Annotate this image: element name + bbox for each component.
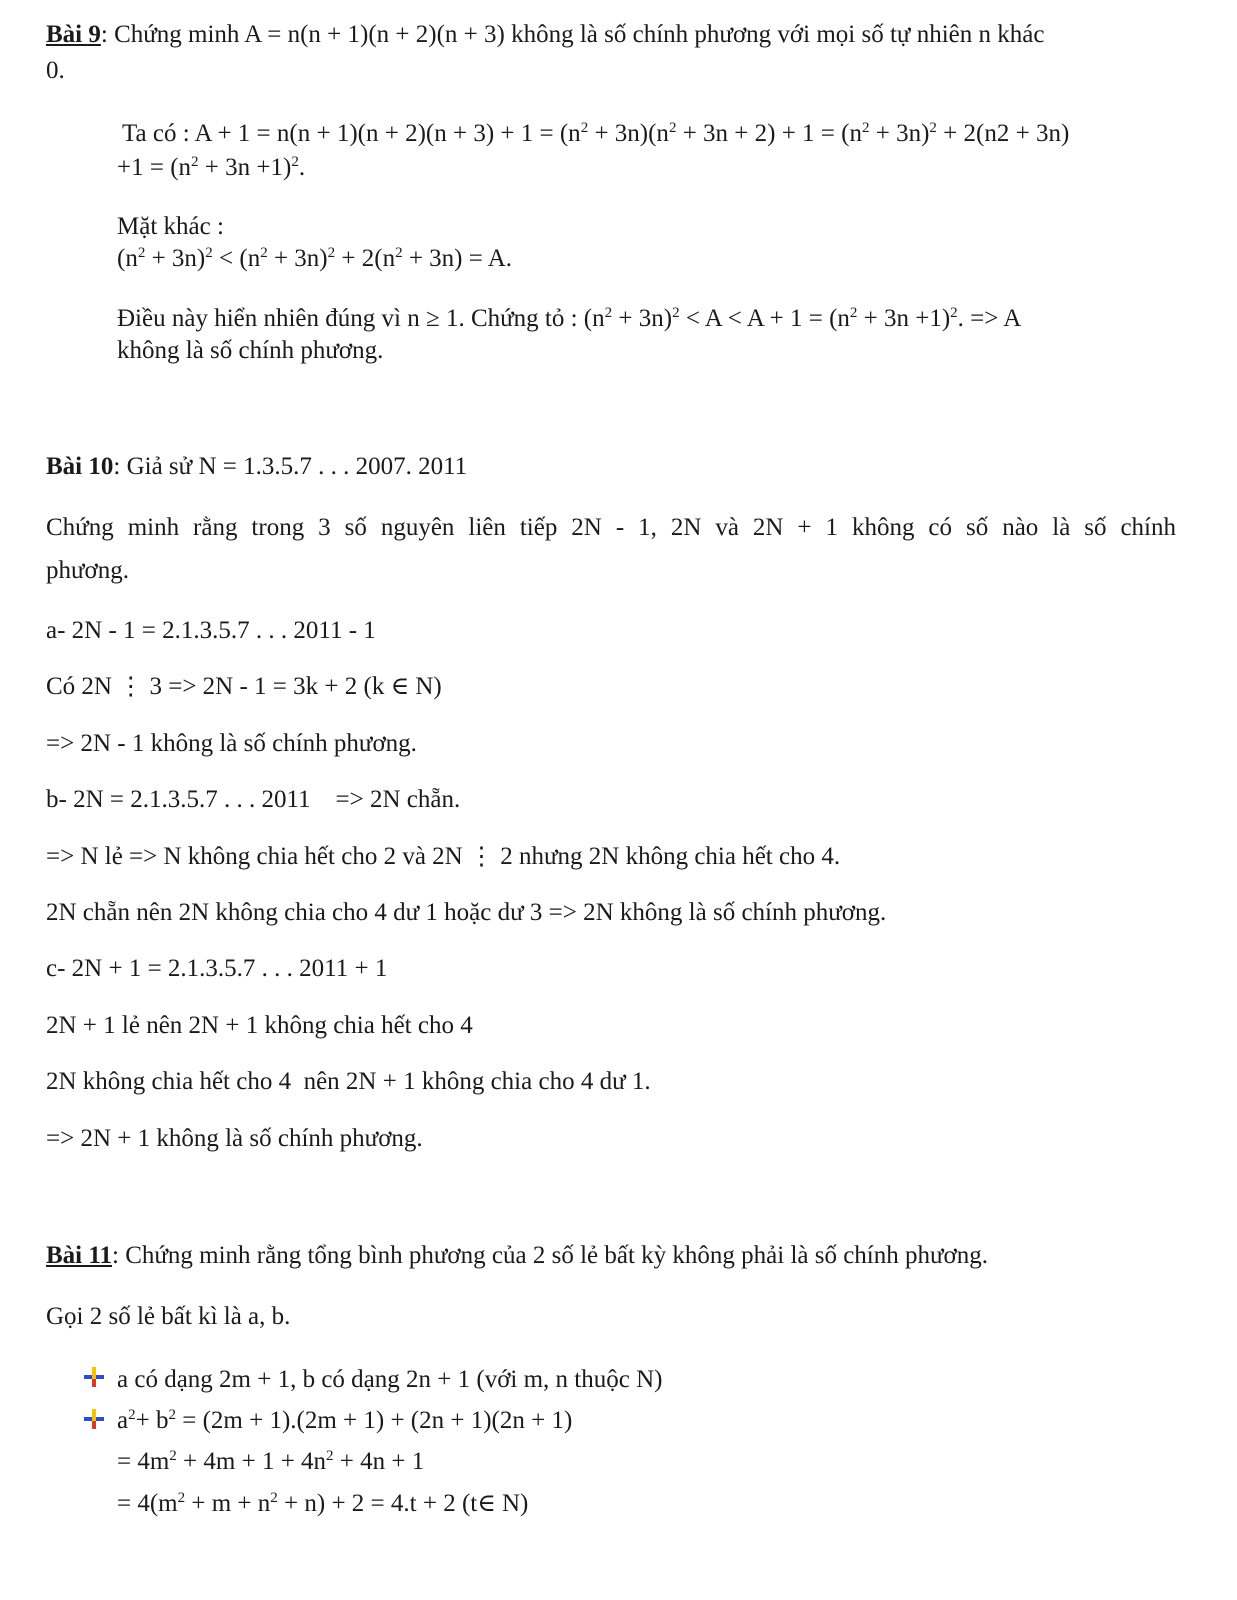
bai10-b-line1 (46, 785, 460, 815)
bai10-c-line3 (46, 1067, 651, 1097)
superscript: 2 (260, 245, 268, 261)
superscript: 2 (291, 154, 299, 170)
text-run: Điều này hiển nhiên đúng vì n ≥ 1. Chứng tỏ : (n (117, 305, 605, 332)
text-run: không là số chính phương. (117, 337, 384, 364)
text-run: +1 = (n (117, 154, 192, 181)
superscript: 2 (668, 120, 677, 136)
text-run: Có 2N ⋮ 3 => 2N - 1 = 3k + 2 (k ∈ N) (46, 673, 442, 700)
text-run: b- 2N = 2.1.3.5.7 . . . 2011 => 2N chẵn. (46, 786, 461, 813)
bai10-prove-line2 (46, 556, 129, 586)
bai9-mat-khac (117, 212, 224, 242)
bai10-c-line2 (46, 1011, 473, 1041)
superscript: 2 (169, 1448, 177, 1464)
text-run: 2N không chia hết cho 4 nên 2N + 1 không chia cho 4 dư 1. (46, 1068, 651, 1095)
text-run: + 3n) (612, 305, 673, 332)
bai9-proof-line1 (122, 119, 1069, 149)
text-run: . (298, 154, 306, 181)
text-run: + m + n (185, 1490, 271, 1517)
text-run: a có dạng 2m + 1, b có dạng 2n + 1 (với m, n thuộc N) (117, 1366, 663, 1393)
bai10-a-line3 (46, 729, 417, 759)
bai10-label: Bài 10 (46, 453, 114, 480)
superscript: 2 (168, 1407, 176, 1423)
text-run: + 3n) (267, 245, 328, 272)
bai10-c-line1 (46, 954, 387, 984)
bai9-label: Bài 9 (46, 21, 101, 48)
text-run: + 3n +1) (857, 305, 951, 332)
superscript: 2 (861, 120, 870, 136)
text-run: 2N + 1 lẻ nên 2N + 1 không chia hết cho 4 (46, 1012, 473, 1039)
superscript: 2 (950, 305, 958, 321)
bai10-c-line4 (46, 1124, 423, 1154)
bai10-prove-line1 (46, 513, 1176, 543)
text-run: Ta có : A + 1 = n(n + 1)(n + 2)(n + 3) + 1 = (n (122, 120, 581, 147)
bai10-b-line2 (46, 842, 840, 872)
text-run: + b (135, 1407, 169, 1434)
superscript: 2 (849, 305, 858, 321)
bai11-intro (46, 1302, 290, 1332)
text-run: Chứng minh rằng trong 3 số nguyên liên tiếp 2N - 1, 2N và 2N + 1 không có số nào là số chính (46, 514, 1176, 541)
text-run: < A < A + 1 = (n (679, 305, 850, 332)
superscript: 2 (395, 245, 403, 261)
superscript: 2 (177, 1490, 186, 1506)
superscript: 2 (580, 120, 589, 136)
text-run: => N lẻ => N không chia hết cho 2 và 2N ⋮ 2 nhưng 2N không chia hết cho 4. (46, 843, 841, 870)
text-run: + 3n) (145, 245, 206, 272)
text-run: Mặt khác : (117, 213, 224, 240)
text-run: = (2m + 1).(2m + 1) + (2n + 1)(2n + 1) (175, 1407, 573, 1434)
text-run: => 2N - 1 không là số chính phương. (46, 730, 417, 757)
bai9-conclusion-line2 (117, 336, 383, 366)
text-run: + 3n + 2) + 1 = (n (676, 120, 862, 147)
superscript: 2 (929, 120, 937, 136)
text-run: + 2(n2 + 3n) (936, 120, 1070, 147)
bai10-a-line1 (46, 616, 376, 646)
text-run: . => A (957, 305, 1022, 332)
text-run: = 4m (117, 1448, 170, 1475)
superscript: 2 (205, 245, 213, 261)
text-run: + 4n + 1 (333, 1448, 425, 1475)
text-run: phương. (46, 557, 130, 584)
text-run: + 3n) = A. (402, 245, 513, 272)
superscript: 2 (672, 305, 680, 321)
bai10-a-line2 (46, 672, 442, 702)
text-run: a- 2N - 1 = 2.1.3.5.7 . . . 2011 - 1 (46, 617, 376, 644)
bai9-proof-line2 (117, 153, 305, 183)
superscript: 2 (604, 305, 613, 321)
bai9-conclusion-line1 (117, 304, 1021, 334)
text-run: c- 2N + 1 = 2.1.3.5.7 . . . 2011 + 1 (46, 955, 388, 982)
bai9-inequality (117, 244, 512, 274)
bai9-statement-line1 (46, 20, 1044, 50)
text-run: => 2N + 1 không là số chính phương. (46, 1125, 423, 1152)
superscript: 2 (128, 1407, 136, 1423)
text-run: + 4m + 1 + 4n (176, 1448, 327, 1475)
bai11-step-2 (117, 1489, 528, 1519)
bullet-icon (83, 1366, 105, 1388)
text-run: : Chứng minh rằng tổng bình phương của 2 số lẻ bất kỳ không phải là số chính phương. (112, 1242, 989, 1269)
superscript: 2 (326, 1448, 334, 1464)
text-run: + 2(n (335, 245, 396, 272)
text-run: + n) + 2 = 4.t + 2 (t∈ N) (277, 1490, 529, 1517)
text-run: < (n (212, 245, 261, 272)
text-run: + 3n +1) (198, 154, 292, 181)
bai9-statement-line2 (46, 56, 65, 86)
bai9-statement-cont: 0. (46, 57, 65, 84)
bullet-icon (83, 1408, 105, 1430)
text-run: 2N chẵn nên 2N không chia cho 4 dư 1 hoặc dư 3 => 2N không là số chính phương. (46, 899, 887, 926)
superscript: 2 (327, 245, 336, 261)
superscript: 2 (191, 154, 199, 170)
text-run: = 4(m (117, 1490, 178, 1517)
text-run: : Giả sử N = 1.3.5.7 . . . 2007. 2011 (113, 453, 468, 480)
text-run: Gọi 2 số lẻ bất kì là a, b. (46, 1303, 291, 1330)
text-run: a (117, 1407, 129, 1434)
bai11-step-1 (117, 1447, 424, 1477)
bai11-statement (46, 1241, 988, 1271)
superscript: 2 (137, 245, 146, 261)
text-run: (n (117, 245, 138, 272)
superscript: 2 (270, 1490, 278, 1506)
text-run: + 3n)(n (588, 120, 669, 147)
bai10-statement (46, 452, 467, 482)
bai9-statement: : Chứng minh A = n(n + 1)(n + 2)(n + 3) không là số chính phương với mọi số tự nhiên n khác (100, 21, 1045, 48)
text-run: + 3n) (869, 120, 930, 147)
bai11-item-1 (117, 1365, 662, 1395)
bai11-label: Bài 11 (46, 1242, 112, 1269)
bai10-b-line3 (46, 898, 886, 928)
bai11-item-2 (117, 1406, 572, 1436)
